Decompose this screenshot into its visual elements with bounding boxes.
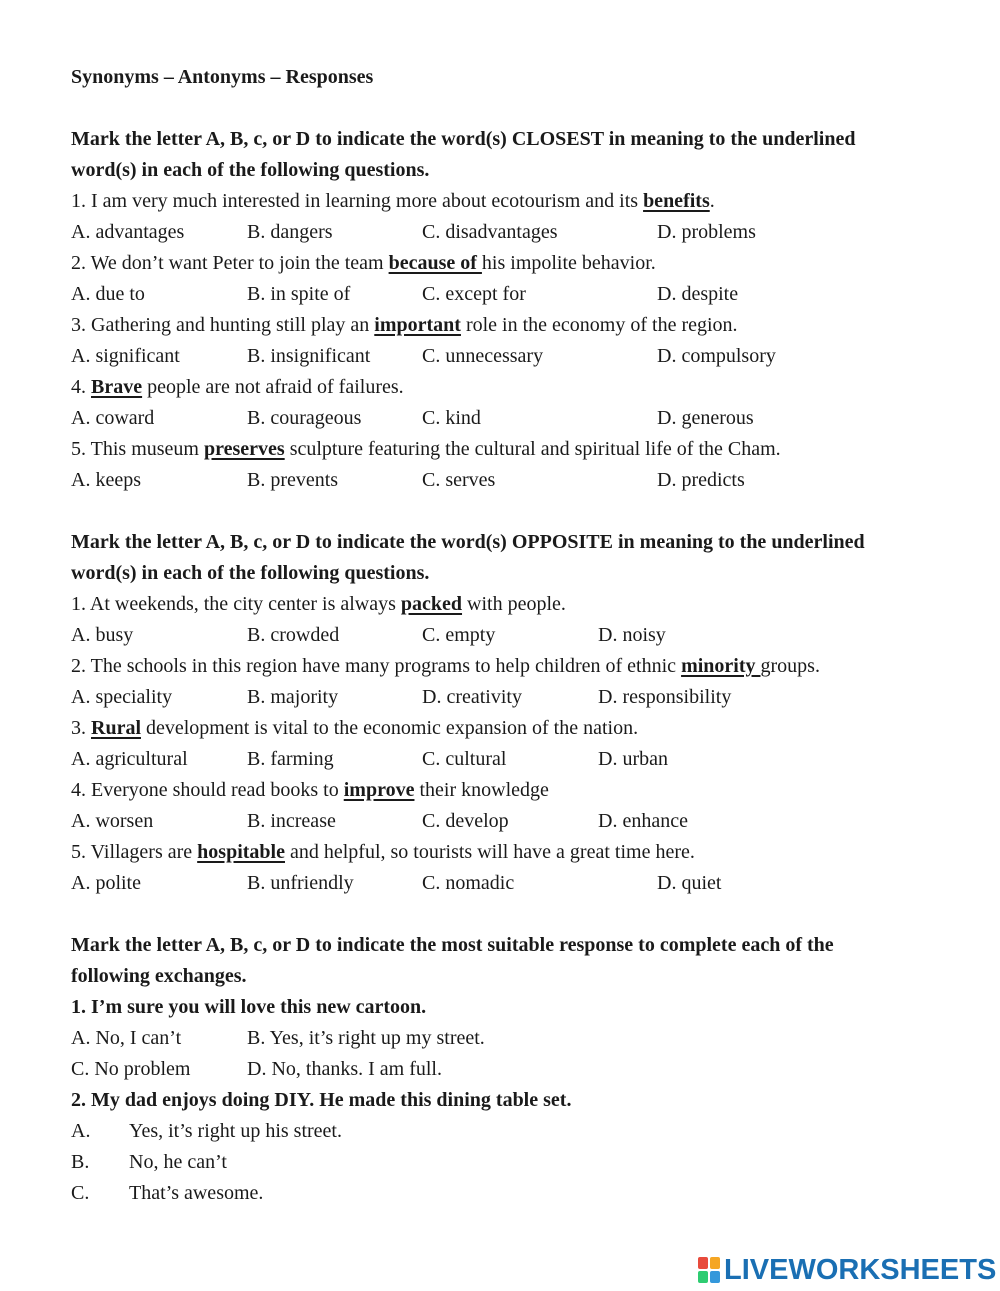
question: 2. My dad enjoys doing DIY. He made this dining table set.: [71, 1089, 572, 1111]
options-row: [71, 279, 951, 310]
keyword: preserves: [203, 438, 285, 460]
option-c[interactable]: D. creativity: [422, 686, 522, 708]
option-d[interactable]: D. despite: [657, 283, 739, 305]
question: 4. Brave people are not afraid of failures.: [71, 376, 404, 398]
option-b[interactable]: B. courageous: [247, 407, 362, 429]
option-d[interactable]: D. noisy: [598, 624, 666, 646]
option-a[interactable]: A. worsen: [71, 810, 154, 832]
logo-block: [698, 1257, 708, 1269]
option-b[interactable]: B. farming: [247, 748, 334, 770]
question: 2. We don’t want Peter to join the team because of his impolite behavior.: [71, 252, 656, 274]
option-b[interactable]: B. prevents: [247, 469, 339, 491]
option-c[interactable]: C. develop: [422, 810, 509, 832]
option-b[interactable]: B. unfriendly: [247, 872, 354, 894]
options-row: [71, 1023, 951, 1054]
option-c[interactable]: C. serves: [422, 469, 496, 491]
option-c[interactable]: C. except for: [422, 283, 526, 305]
options-row: [71, 1054, 951, 1085]
liveworksheets-logo: [698, 1255, 996, 1285]
option-a[interactable]: A. advantages: [71, 221, 185, 243]
option-a[interactable]: A. busy: [71, 624, 134, 646]
keyword: Rural: [91, 717, 141, 739]
options-row: [71, 620, 951, 651]
option-a[interactable]: A. significant: [71, 345, 180, 367]
option-c[interactable]: C. No problem: [71, 1058, 191, 1080]
section3-instruction-cont: following exchanges.: [71, 965, 247, 987]
logo-block: [710, 1257, 720, 1269]
logo-blocks-icon: [698, 1257, 720, 1283]
option-a[interactable]: A. keeps: [71, 469, 141, 491]
option-d[interactable]: D. problems: [657, 221, 756, 243]
option-d[interactable]: D. responsibility: [598, 686, 732, 708]
option-c[interactable]: C. nomadic: [422, 872, 515, 894]
option-a[interactable]: A. coward: [71, 407, 155, 429]
question: 2. The schools in this region have many programs to help children of ethnic minority groups.: [71, 655, 820, 677]
question: 1. At weekends, the city center is always packed with people.: [71, 593, 566, 615]
worksheet: [71, 62, 951, 1209]
options-row: [71, 341, 951, 372]
section3-instruction: Mark the letter A, B, c, or D to indicate the most suitable response to complete each of the: [71, 934, 834, 956]
keyword: packed: [400, 593, 463, 615]
option-c[interactable]: C. cultural: [422, 748, 507, 770]
option-a[interactable]: A. speciality: [71, 686, 173, 708]
logo-text: LIVEWORKSHEETS: [724, 1253, 997, 1286]
option-a[interactable]: A. due to: [71, 283, 145, 305]
option-a[interactable]: A. polite: [71, 872, 141, 894]
list-option[interactable]: B. No, he can’t: [71, 1151, 227, 1173]
option-b[interactable]: B. Yes, it’s right up my street.: [247, 1027, 485, 1049]
options-row: [71, 806, 951, 837]
keyword: because of: [388, 252, 482, 274]
list-option[interactable]: A. Yes, it’s right up his street.: [71, 1120, 342, 1142]
section1-instruction: Mark the letter A, B, c, or D to indicate the word(s) CLOSEST in meaning to the underlined: [71, 128, 856, 150]
logo-block: [698, 1271, 708, 1283]
option-c[interactable]: C. kind: [422, 407, 481, 429]
list-option[interactable]: C. That’s awesome.: [71, 1182, 264, 1204]
option-b[interactable]: B. insignificant: [247, 345, 371, 367]
options-row: [71, 744, 951, 775]
keyword: Brave: [91, 376, 143, 398]
question: 1. I’m sure you will love this new cartoon.: [71, 996, 427, 1018]
option-d[interactable]: D. compulsory: [657, 345, 776, 367]
section1-instruction-cont: word(s) in each of the following questions.: [71, 159, 430, 181]
option-a[interactable]: A. agricultural: [71, 748, 188, 770]
question: 5. This museum preserves sculpture featuring the cultural and spiritual life of the Cham.: [71, 438, 781, 460]
question: 5. Villagers are hospitable and helpful, so tourists will have a great time here.: [71, 841, 695, 863]
option-d[interactable]: D. quiet: [657, 872, 722, 894]
options-row: [71, 217, 951, 248]
question: 3. Rural development is vital to the economic expansion of the nation.: [71, 717, 639, 739]
option-c[interactable]: C. empty: [422, 624, 496, 646]
option-d[interactable]: D. generous: [657, 407, 754, 429]
keyword: benefits: [643, 190, 710, 212]
question: 4. Everyone should read books to improve their knowledge: [71, 779, 549, 801]
question: 1. I am very much interested in learning more about ecotourism and its benefits.: [71, 190, 715, 212]
option-b[interactable]: B. dangers: [247, 221, 333, 243]
option-b[interactable]: B. increase: [247, 810, 336, 832]
option-b[interactable]: B. in spite of: [247, 283, 351, 305]
page-title: Synonyms – Antonyms – Responses: [71, 66, 374, 88]
section2-instruction: Mark the letter A, B, c, or D to indicate the word(s) OPPOSITE in meaning to the underlined: [71, 531, 865, 553]
option-c[interactable]: C. unnecessary: [422, 345, 544, 367]
section2-instruction-cont: word(s) in each of the following questions.: [71, 562, 430, 584]
option-b[interactable]: B. majority: [247, 686, 339, 708]
option-a[interactable]: A. No, I can’t: [71, 1027, 182, 1049]
option-c[interactable]: C. disadvantages: [422, 221, 558, 243]
option-d[interactable]: D. urban: [598, 748, 668, 770]
keyword: minority: [681, 655, 761, 677]
options-row: [71, 682, 951, 713]
option-d[interactable]: D. predicts: [657, 469, 745, 491]
option-d[interactable]: D. enhance: [598, 810, 688, 832]
keyword: improve: [343, 779, 415, 801]
option-d[interactable]: D. No, thanks. I am full.: [247, 1058, 442, 1080]
options-row: [71, 465, 951, 496]
keyword: hospitable: [197, 841, 285, 863]
logo-block: [710, 1271, 720, 1283]
question: 3. Gathering and hunting still play an important role in the economy of the region.: [71, 314, 738, 336]
options-row: [71, 868, 951, 899]
keyword: important: [374, 314, 461, 336]
option-b[interactable]: B. crowded: [247, 624, 340, 646]
options-row: [71, 403, 951, 434]
